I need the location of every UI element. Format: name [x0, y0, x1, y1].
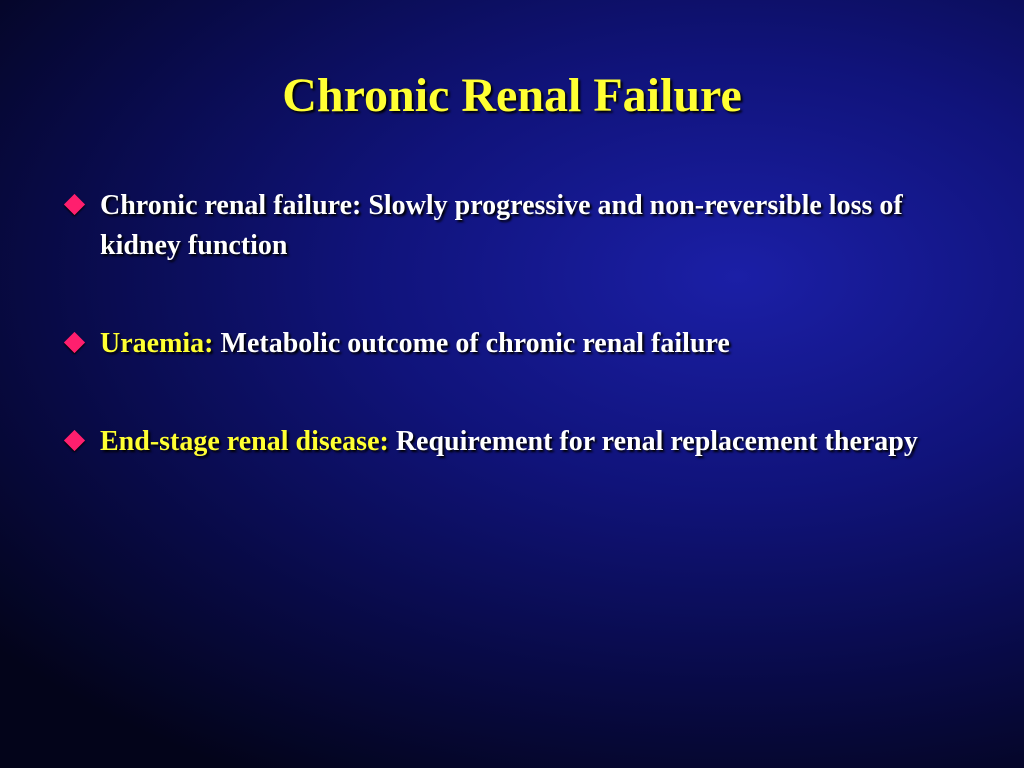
bullet-term: Uraemia:	[100, 328, 214, 359]
bullet-text: Metabolic outcome of chronic renal failure	[220, 328, 730, 359]
bullet-list	[62, 186, 962, 462]
diamond-bullet-icon	[64, 332, 85, 353]
bullet-text: Requirement for renal replacement therapy	[395, 426, 918, 457]
slide-title: Chronic Renal Failure	[282, 69, 742, 122]
bullet-item-end-stage-renal-disease	[62, 422, 962, 462]
bullet-term: End-stage renal disease:	[100, 426, 389, 457]
bullet-item-chronic-renal-failure	[62, 186, 962, 266]
diamond-bullet-icon	[64, 430, 85, 451]
bullet-text: Chronic renal failure: Slowly progressive and non-reversible loss of kidney function	[100, 190, 903, 261]
bullet-item-uraemia	[62, 324, 962, 364]
diamond-bullet-icon	[64, 194, 85, 215]
